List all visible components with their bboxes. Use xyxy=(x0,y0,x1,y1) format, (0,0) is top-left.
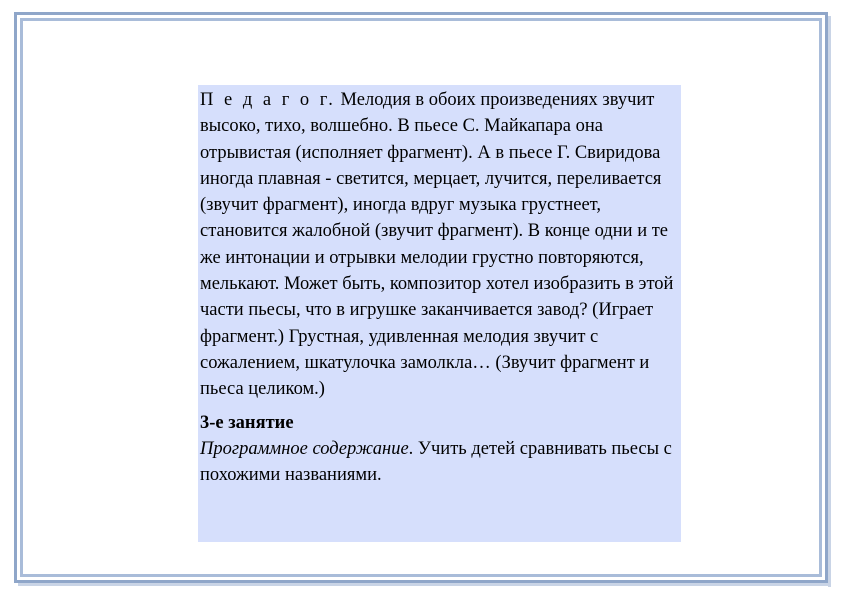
program-paragraph xyxy=(200,436,679,489)
slide-shadow-bottom xyxy=(18,583,831,586)
program-text: . Учить детей сравнивать пьесы с похожими названиями. xyxy=(200,438,672,486)
program-label: Программное содержание xyxy=(200,438,409,459)
text-block xyxy=(198,85,681,542)
speaker-label: П е д а г о г. xyxy=(200,90,336,110)
dialogue-paragraph xyxy=(200,87,679,403)
dialogue-text: Мелодия в обоих произведениях звучит высоко, тихо, волшебно. В пьесе С. Майкапара она отрывистая (исполняет фрагмент). А в пьесе Г. Свиридова иногда плавная - светится, мерцает, лучится, переливается (звучит фрагмент), иногда вдруг музыка грустнеет, становится жалобной (звучит фрагмент). В конце одни и те же интонации и отрывки мелодии грустно повторяются, мелькают. Может быть, композитор хотел изобразить в этой части пьесы, что в игрушке заканчивается завод? (Играет фрагмент.) Грустная, удивленная мелодия звучит с сожалением, шкатулочка замолкла… (Звучит фрагмент и пьеса целиком.) xyxy=(200,90,674,400)
lesson-heading: 3-е занятие xyxy=(200,412,294,433)
slide-shadow-right xyxy=(828,16,831,587)
